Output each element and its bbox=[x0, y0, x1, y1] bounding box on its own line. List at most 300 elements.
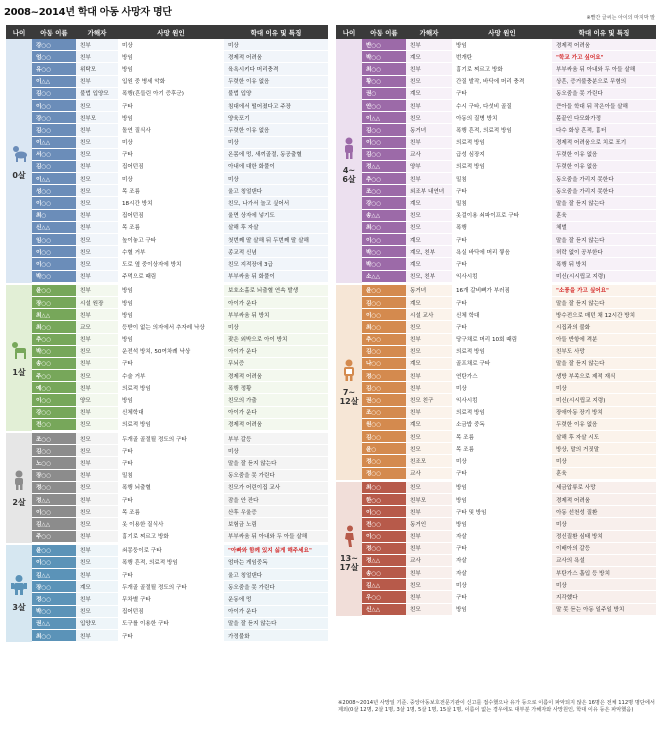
perpetrator: 친모 bbox=[76, 370, 118, 381]
perpetrator: 친부 bbox=[76, 569, 118, 580]
death-cause: 의료적 방임 bbox=[452, 407, 552, 418]
death-cause: 등받이 없는 의자에서 추자레 낙상 bbox=[118, 321, 224, 332]
table-row bbox=[32, 346, 328, 358]
header-cause: 사망 원인 bbox=[157, 28, 185, 37]
perpetrator: 친부 bbox=[406, 543, 452, 554]
child-name: 장○○ bbox=[32, 297, 76, 308]
death-cause: 소금밥 중독 bbox=[452, 419, 552, 430]
table-row bbox=[32, 358, 328, 370]
death-cause: 폭행 뇌출혈 bbox=[118, 482, 224, 493]
perpetrator: 친부 bbox=[76, 124, 118, 135]
table-row bbox=[32, 618, 328, 630]
child-name: 이△△ bbox=[32, 76, 76, 87]
abuse-reason: 미상 bbox=[224, 39, 328, 50]
table-row bbox=[362, 591, 656, 603]
abuse-reason: 폭행 정황 bbox=[224, 382, 328, 393]
table-row bbox=[362, 443, 656, 455]
child-name: 정△△ bbox=[32, 494, 76, 505]
child-name: 박○○ bbox=[32, 346, 76, 357]
child-name: 한○○ bbox=[362, 494, 406, 505]
child-name: 김△△ bbox=[32, 569, 76, 580]
death-cause: 방임 bbox=[452, 39, 552, 50]
table-row bbox=[362, 297, 656, 309]
child-name: 박○○ bbox=[32, 606, 76, 617]
child-name: 박○○ bbox=[32, 271, 76, 282]
death-cause: 미상 bbox=[118, 173, 224, 184]
abuse-reason: 방상, 말의 거짓말 bbox=[552, 443, 656, 454]
table-row bbox=[362, 197, 656, 209]
perpetrator: 친조모 bbox=[406, 455, 452, 466]
right-table bbox=[336, 25, 656, 618]
age-group-label bbox=[6, 285, 32, 431]
death-cause: 미상 bbox=[452, 455, 552, 466]
perpetrator: 친부 bbox=[406, 137, 452, 148]
table-row bbox=[362, 394, 656, 406]
abuse-reason: 동오줌을 가리지 못한다 bbox=[552, 173, 656, 184]
abuse-reason: 방수전으로 매던 채 12시간 방치 bbox=[552, 309, 656, 320]
header-name: 아동 이름 bbox=[40, 28, 68, 37]
table-row bbox=[32, 334, 328, 346]
perpetrator: 친부 bbox=[76, 457, 118, 468]
perpetrator: 친모 bbox=[76, 185, 118, 196]
child-name: 박○○ bbox=[362, 258, 406, 269]
perpetrator: 친부 bbox=[406, 100, 452, 111]
abuse-reason: 부부 갈등 bbox=[224, 433, 328, 444]
abuse-reason: 부부싸움 뒤 아내와 두 아들 살해 bbox=[224, 531, 328, 542]
death-cause: 연탄가스 bbox=[452, 370, 552, 381]
abuse-reason: 세금압류로 사망 bbox=[552, 482, 656, 493]
perpetrator: 친모 bbox=[76, 419, 118, 430]
age-group bbox=[336, 482, 656, 616]
perpetrator: 친모 bbox=[406, 210, 452, 221]
table-row bbox=[32, 246, 328, 258]
abuse-reason: 온몸에 멍, 새끼골절, 동공출혈 bbox=[224, 149, 328, 160]
death-cause: 흉기로 찌르고 방화 bbox=[118, 531, 224, 542]
child-name: 이○○ bbox=[32, 100, 76, 111]
table-header bbox=[336, 25, 656, 39]
abuse-reason: 잦은 외박으로 아이 방치 bbox=[224, 334, 328, 345]
perpetrator: 친부 bbox=[76, 630, 118, 641]
perpetrator: 친모 bbox=[76, 506, 118, 517]
abuse-reason: 보호소홀로 뇌출혈 연속 발생 bbox=[224, 285, 328, 296]
child-name: 이○○ bbox=[32, 394, 76, 405]
perpetrator: 친모 bbox=[76, 197, 118, 208]
table-row bbox=[32, 210, 328, 222]
table-row bbox=[362, 382, 656, 394]
abuse-reason: 두렷한 이유 없음 bbox=[224, 76, 328, 87]
table-row bbox=[32, 518, 328, 530]
death-cause: 구타 bbox=[118, 569, 224, 580]
table-row bbox=[32, 606, 328, 618]
abuse-reason: 두렷한 이유 없음 bbox=[552, 419, 656, 430]
abuse-reason: 잠을 안 잔다 bbox=[224, 494, 328, 505]
table-row bbox=[362, 543, 656, 555]
perpetrator: 친부 bbox=[406, 39, 452, 50]
perpetrator: 친부 bbox=[76, 161, 118, 172]
perpetrator: 양부 bbox=[406, 161, 452, 172]
death-cause: 방임 bbox=[452, 518, 552, 529]
death-cause: 밀침 bbox=[452, 197, 552, 208]
table-row bbox=[32, 531, 328, 543]
abuse-reason: 동오줌을 못 가린다 bbox=[552, 88, 656, 99]
child-name: 정○○ bbox=[362, 455, 406, 466]
abuse-reason: 미상 bbox=[552, 382, 656, 393]
death-cause: 의료적 방임 bbox=[118, 382, 224, 393]
abuse-reason: 지각했다 bbox=[552, 591, 656, 602]
perpetrator: 친부 bbox=[76, 545, 118, 556]
child-name: 추○○ bbox=[362, 173, 406, 184]
table-row bbox=[32, 63, 328, 75]
abuse-reason: 첫번째 딸 살해 뒤 두번째 딸 살해 bbox=[224, 234, 328, 245]
child-name: 윤○ bbox=[362, 443, 406, 454]
perpetrator: 친부 bbox=[76, 271, 118, 282]
perpetrator: 친모 bbox=[406, 222, 452, 233]
death-cause: 폭행 흔적, 의료적 방임 bbox=[452, 124, 552, 135]
child-name: 이○○ bbox=[32, 506, 76, 517]
table-row bbox=[362, 100, 656, 112]
abuse-reason: 미상 bbox=[552, 579, 656, 590]
abuse-reason: 말을 잘 듣지 않는다 bbox=[552, 297, 656, 308]
table-row bbox=[362, 370, 656, 382]
perpetrator: 친부 bbox=[406, 407, 452, 418]
death-cause: 18시간 방치 bbox=[118, 197, 224, 208]
child-name: 이○○ bbox=[362, 506, 406, 517]
perpetrator: 계모, 친부 bbox=[406, 246, 452, 257]
table-row bbox=[32, 39, 328, 51]
child-name: 권△△ bbox=[32, 618, 76, 629]
child-figure-icon bbox=[340, 137, 358, 163]
perpetrator: 계모 bbox=[406, 197, 452, 208]
perpetrator: 친부 bbox=[406, 334, 452, 345]
death-cause: 입원 중 병세 악화 bbox=[118, 76, 224, 87]
death-cause: 목 조름 bbox=[452, 443, 552, 454]
left-table-body bbox=[6, 39, 328, 644]
table-row bbox=[362, 234, 656, 246]
age-group-label bbox=[336, 285, 362, 480]
table-row bbox=[362, 455, 656, 467]
table-header bbox=[6, 25, 328, 39]
death-cause: 구타 및 방임 bbox=[452, 506, 552, 517]
death-cause: 운전석 방치, 50여차례 낙상 bbox=[118, 346, 224, 357]
abuse-reason: 미상 bbox=[224, 445, 328, 456]
age-label: 0살 bbox=[12, 170, 26, 180]
child-name: 이△△ bbox=[362, 112, 406, 123]
child-name: 강○○ bbox=[362, 197, 406, 208]
age-label: 3살 bbox=[12, 603, 26, 613]
death-cause: 집어던짐 bbox=[118, 210, 224, 221]
table-row bbox=[362, 63, 656, 75]
table-row bbox=[32, 433, 328, 445]
death-cause: 흉기로 찌르고 방화 bbox=[452, 63, 552, 74]
table-row bbox=[362, 431, 656, 443]
abuse-reason: 경제적 어려움 bbox=[552, 494, 656, 505]
child-name: 정○○ bbox=[362, 468, 406, 479]
death-cause: 신체 학대 bbox=[452, 309, 552, 320]
child-name: 신△△ bbox=[362, 604, 406, 615]
child-name: 송○○ bbox=[32, 358, 76, 369]
abuse-reason: 가정불화 bbox=[224, 630, 328, 641]
table-row bbox=[362, 555, 656, 567]
table-row bbox=[362, 494, 656, 506]
abuse-reason: 훈육 bbox=[552, 210, 656, 221]
table-row bbox=[32, 161, 328, 173]
death-cause: 밀침 bbox=[118, 470, 224, 481]
abuse-reason: 아이가 운다 bbox=[224, 346, 328, 357]
abuse-reason: 아이가 운다 bbox=[224, 606, 328, 617]
header-perp: 가해자 bbox=[87, 28, 107, 37]
child-name: 김○○ bbox=[362, 149, 406, 160]
abuse-reason: 시집과의 불화 bbox=[552, 321, 656, 332]
abuse-reason: 다수 화상 흔적, 흉터 bbox=[552, 124, 656, 135]
death-cause: 수시 구타, 다섯비 골질 bbox=[452, 100, 552, 111]
perpetrator: 친부 bbox=[76, 222, 118, 233]
child-name: 서○○ bbox=[32, 149, 76, 160]
death-cause: 방임 bbox=[118, 285, 224, 296]
perpetrator: 친부 bbox=[76, 593, 118, 604]
abuse-reason: 말을 잘 듣지 않는다 bbox=[552, 358, 656, 369]
death-cause: 목 조름 bbox=[118, 185, 224, 196]
child-name: 조○○ bbox=[32, 433, 76, 444]
abuse-reason: 교사의 욕설 bbox=[552, 555, 656, 566]
table-row bbox=[362, 51, 656, 63]
child-name: 최○○ bbox=[362, 63, 406, 74]
perpetrator: 친부모 bbox=[406, 494, 452, 505]
death-cause: 구타 bbox=[118, 494, 224, 505]
table-row bbox=[32, 285, 328, 297]
table-row bbox=[32, 445, 328, 457]
child-name: 전○○ bbox=[362, 518, 406, 529]
table-row bbox=[32, 88, 328, 100]
death-cause: 자살 bbox=[452, 531, 552, 542]
perpetrator: 친부 bbox=[76, 494, 118, 505]
abuse-reason: 허락 없이 공부한다 bbox=[552, 246, 656, 257]
death-cause: 수술 거부 bbox=[118, 370, 224, 381]
death-cause: 방임 bbox=[118, 309, 224, 320]
abuse-reason: 미상 bbox=[552, 518, 656, 529]
table-row bbox=[32, 494, 328, 506]
child-name: 황○○ bbox=[362, 76, 406, 87]
perpetrator: 친모 bbox=[406, 579, 452, 590]
death-cause: 구타 bbox=[452, 468, 552, 479]
abuse-reason: 생방 부족으로 제적 재식 bbox=[552, 370, 656, 381]
table-row bbox=[362, 468, 656, 480]
child-name: 김○○ bbox=[362, 297, 406, 308]
perpetrator: 친모 bbox=[406, 431, 452, 442]
death-cause: 번개탄 bbox=[452, 51, 552, 62]
death-cause: 도로 옆 중이상자에 방치 bbox=[118, 258, 224, 269]
child-name: 이○○ bbox=[32, 258, 76, 269]
perpetrator: 계모 bbox=[406, 234, 452, 245]
abuse-reason: 친모 지적장애 3급 bbox=[224, 258, 328, 269]
abuse-reason: 말을 잘 듣지 않는다 bbox=[552, 234, 656, 245]
child-name: 권○○ bbox=[362, 394, 406, 405]
death-cause: 옷걸이용 쇠파이프로 구타 bbox=[452, 210, 552, 221]
perpetrator: 시설 원장 bbox=[76, 297, 118, 308]
age-group-label bbox=[336, 482, 362, 616]
perpetrator: 불법 입양모 bbox=[76, 88, 118, 99]
abuse-reason: 경제적 어려움으로 치료 포기 bbox=[552, 137, 656, 148]
perpetrator: 친모 bbox=[76, 606, 118, 617]
age-group-label bbox=[336, 39, 362, 283]
child-name: 신△△ bbox=[32, 222, 76, 233]
child-name: 반○○ bbox=[362, 39, 406, 50]
abuse-reason: 살해 후 자살 bbox=[224, 222, 328, 233]
death-cause: 미상 bbox=[118, 137, 224, 148]
perpetrator: 친부 bbox=[76, 309, 118, 320]
abuse-reason: 몸끝인 다모화가정 bbox=[552, 112, 656, 123]
death-cause: 높이놓고 구타 bbox=[118, 234, 224, 245]
abuse-reason: 친모, 나가서 놀고 싶어서 bbox=[224, 197, 328, 208]
perpetrator: 친부 bbox=[76, 407, 118, 418]
abuse-reason: 말을 잘 듣지 않는다 bbox=[224, 618, 328, 629]
abuse-reason: "아빠와 함께 있지 싫게 해주세요" bbox=[224, 545, 328, 556]
abuse-reason: 동오줌을 못 가린다 bbox=[224, 581, 328, 592]
child-name: 윤○○ bbox=[32, 285, 76, 296]
table-row bbox=[362, 309, 656, 321]
child-name: 정○○ bbox=[362, 370, 406, 381]
perpetrator: 친모 bbox=[76, 258, 118, 269]
death-cause: 의료적 방임 bbox=[452, 161, 552, 172]
perpetrator: 외조부 내연녀 bbox=[406, 185, 452, 196]
table-row bbox=[32, 51, 328, 63]
child-name: 송△△ bbox=[362, 210, 406, 221]
header-name: 아동 이름 bbox=[370, 28, 398, 37]
table-row bbox=[32, 581, 328, 593]
child-name: 정○○ bbox=[32, 593, 76, 604]
abuse-reason: 두렷한 이유 없음 bbox=[552, 149, 656, 160]
abuse-reason: 미상 bbox=[224, 173, 328, 184]
death-cause: 목 조름 bbox=[118, 222, 224, 233]
child-name: 이△△ bbox=[32, 137, 76, 148]
perpetrator: 계모 bbox=[76, 581, 118, 592]
death-cause: 미상 bbox=[118, 39, 224, 50]
table-row bbox=[32, 222, 328, 234]
abuse-reason: 부부싸움 뒤 화풀이 bbox=[224, 271, 328, 282]
legend-note: ※빨간 글씨는 아이의 마지막 말 bbox=[586, 15, 655, 21]
abuse-reason: 두렷한 이유 없음 bbox=[552, 161, 656, 172]
perpetrator: 친모 bbox=[76, 346, 118, 357]
age-group-label bbox=[6, 39, 32, 283]
perpetrator: 시설 교사 bbox=[406, 309, 452, 320]
child-name: 김○○ bbox=[362, 431, 406, 442]
table-row bbox=[362, 579, 656, 591]
child-name: 최○ bbox=[32, 210, 76, 221]
child-name: 추○○ bbox=[32, 334, 76, 345]
abuse-reason: 큰아들 학대 뒤 작은아들 살해 bbox=[552, 100, 656, 111]
child-name: 장○○ bbox=[32, 581, 76, 592]
child-name: 강○○ bbox=[32, 39, 76, 50]
abuse-reason: 부탄가스 흡입 등 방치 bbox=[552, 567, 656, 578]
death-cause: 구타 bbox=[452, 88, 552, 99]
perpetrator: 친모 bbox=[406, 482, 452, 493]
abuse-reason: 경제적 어려움 bbox=[224, 51, 328, 62]
perpetrator: 친모 bbox=[76, 149, 118, 160]
death-cause: 구타 bbox=[118, 358, 224, 369]
child-name: 이○○ bbox=[32, 197, 76, 208]
death-cause: 아동의 질병 방치 bbox=[452, 112, 552, 123]
table-row bbox=[32, 271, 328, 283]
abuse-reason: 엄마는 게임중독 bbox=[224, 557, 328, 568]
perpetrator: 친모 bbox=[406, 112, 452, 123]
child-name: 엄○○ bbox=[32, 51, 76, 62]
table-row bbox=[32, 593, 328, 605]
table-row bbox=[32, 382, 328, 394]
perpetrator: 친부 bbox=[76, 39, 118, 50]
child-name: 윤○○ bbox=[32, 545, 76, 556]
death-cause: 구타 bbox=[452, 234, 552, 245]
child-name: 최○○ bbox=[362, 482, 406, 493]
child-name: 최○○ bbox=[362, 222, 406, 233]
page-title: 2008~2014년 학대 아동 사망자 명단 bbox=[4, 7, 172, 18]
abuse-reason: 미상 bbox=[224, 137, 328, 148]
perpetrator: 친부 bbox=[406, 370, 452, 381]
death-cause: 두개골 골절될 정도의 구타 bbox=[118, 581, 224, 592]
table-row bbox=[32, 234, 328, 246]
death-cause: 폭행(흔들린 아기 증후군) bbox=[118, 88, 224, 99]
abuse-reason: 울고 칭얼댄다 bbox=[224, 185, 328, 196]
table-row bbox=[32, 112, 328, 124]
standing-toddler-icon bbox=[10, 469, 28, 495]
header-reason: 학대 이유 및 특징 bbox=[578, 28, 630, 37]
abuse-reason: 경제적 어려움 bbox=[552, 39, 656, 50]
death-cause: 구타 bbox=[452, 321, 552, 332]
table-row bbox=[32, 124, 328, 136]
death-cause: 익사시킴 bbox=[452, 271, 552, 282]
age-group bbox=[6, 285, 328, 431]
perpetrator: 양모 bbox=[76, 394, 118, 405]
table-row bbox=[362, 124, 656, 136]
table-row bbox=[362, 88, 656, 100]
child-name: 최○○ bbox=[362, 321, 406, 332]
death-cause: 구타 bbox=[118, 100, 224, 111]
child-name: 이○○ bbox=[362, 234, 406, 245]
table-row bbox=[362, 407, 656, 419]
table-row bbox=[362, 567, 656, 579]
death-cause: 욕실 바닥에 머리 찧음 bbox=[452, 246, 552, 257]
child-name: 노○○ bbox=[32, 457, 76, 468]
child-name: 강○○ bbox=[32, 112, 76, 123]
abuse-reason: 아내에 대한 화풀이 bbox=[224, 161, 328, 172]
child-name: 이○○ bbox=[362, 309, 406, 320]
table-row bbox=[362, 161, 656, 173]
abuse-reason: 동오줌을 못 가린다 bbox=[224, 470, 328, 481]
child-name: 임○○ bbox=[32, 234, 76, 245]
abuse-reason: 말을 잘 듣지 않는다 bbox=[552, 197, 656, 208]
table-row bbox=[362, 419, 656, 431]
abuse-reason: "소풍을 가고 싶어요" bbox=[552, 285, 656, 296]
perpetrator: 친모 bbox=[406, 346, 452, 357]
perpetrator: 친부 bbox=[406, 506, 452, 517]
child-name: 소△△ bbox=[362, 271, 406, 282]
crawling-child-icon bbox=[10, 339, 28, 365]
perpetrator: 친모 bbox=[76, 445, 118, 456]
table-row bbox=[362, 334, 656, 346]
table-row bbox=[362, 185, 656, 197]
child-name: 권○ bbox=[362, 88, 406, 99]
age-group-label bbox=[6, 545, 32, 643]
death-cause: 구타 bbox=[452, 297, 552, 308]
perpetrator: 교사 bbox=[406, 468, 452, 479]
table-row bbox=[32, 370, 328, 382]
death-cause: 폭행 bbox=[452, 222, 552, 233]
death-cause: 의료적 방임 bbox=[452, 346, 552, 357]
child-name: 김○○ bbox=[32, 124, 76, 135]
perpetrator: 친부 bbox=[406, 382, 452, 393]
child-name: 박○○ bbox=[362, 51, 406, 62]
child-name: 윤○○ bbox=[362, 285, 406, 296]
table-row bbox=[362, 112, 656, 124]
child-name: 이△△ bbox=[32, 173, 76, 184]
